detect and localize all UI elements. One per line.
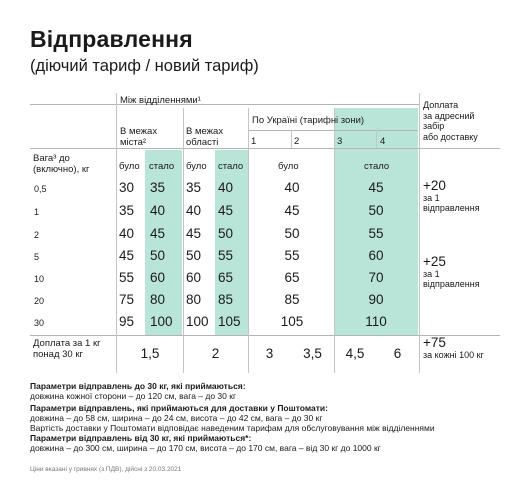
surcharge-zone-1: 3	[265, 346, 274, 361]
header-zone-4: 4	[380, 136, 386, 147]
header-extra-line4: або доставку	[423, 131, 478, 142]
weight-3: 5	[34, 252, 40, 262]
new-tariff-column-city	[145, 150, 182, 335]
weight-6: 30	[34, 318, 45, 328]
page-title: Відправлення	[30, 26, 193, 52]
price-ukraine-was-1: 45	[284, 203, 300, 218]
price-region-was-2: 45	[186, 226, 202, 241]
divider-zone-3-4	[376, 130, 377, 148]
price-note: Ціни вказані у гривнях (з ПДВ), дійсні з 20.03.2021	[30, 466, 182, 473]
price-ukraine-now-5: 90	[368, 292, 384, 307]
price-ukraine-was-5: 85	[284, 292, 300, 307]
price-ukraine-was-0: 40	[284, 180, 300, 195]
header-bottom-divider	[30, 148, 500, 149]
header-weight-line2: (включно), кг	[33, 164, 90, 175]
surcharge-region: 2	[211, 346, 220, 361]
price-city-now-2: 45	[150, 226, 166, 241]
divider-zone-1-2	[291, 130, 292, 148]
surcharge-extra-amount: +75	[423, 335, 446, 350]
price-region-now-2: 50	[218, 226, 234, 241]
price-ukraine-was-3: 55	[284, 248, 300, 263]
footer-text-over-30kg: довжина – до 300 см, ширина – до 170 см, висота – до 170 см, вага – від 30 кг до 1000 кг	[30, 443, 381, 453]
weight-0: 0,5	[34, 184, 47, 194]
label-was-region: було	[186, 161, 207, 172]
price-city-was-0: 30	[119, 180, 135, 195]
price-city-was-3: 45	[119, 248, 135, 263]
header-region-line2: області	[186, 137, 219, 148]
weight-5: 20	[34, 296, 45, 306]
extra-2-amount: +25	[423, 254, 446, 269]
price-region-now-3: 55	[218, 248, 234, 263]
page-subtitle: (діючий тариф / новий тариф)	[30, 57, 259, 75]
ukraine-header-divider	[248, 130, 418, 131]
label-now-ukraine: стало	[364, 161, 390, 172]
label-was-ukraine: було	[278, 161, 299, 172]
surcharge-label-line2: понад 30 кг	[33, 349, 83, 360]
price-ukraine-now-6: 110	[365, 314, 387, 329]
price-ukraine-was-4: 65	[284, 270, 300, 285]
header-region-line1: В межах	[186, 126, 224, 137]
header-extra-line2: за адресний	[423, 110, 475, 121]
price-city-was-6: 95	[119, 314, 135, 329]
price-city-was-2: 40	[119, 226, 135, 241]
label-now-city: стало	[149, 161, 175, 172]
price-region-now-0: 40	[218, 180, 234, 195]
surcharge-city: 1,5	[140, 346, 160, 361]
price-city-now-5: 80	[150, 292, 166, 307]
price-ukraine-was-6: 105	[280, 314, 304, 329]
price-region-was-4: 60	[186, 270, 202, 285]
price-ukraine-now-1: 50	[368, 203, 384, 218]
label-now-region: стало	[218, 161, 244, 172]
price-ukraine-now-0: 45	[368, 180, 384, 195]
header-extra-line3: забір	[423, 121, 445, 131]
price-region-now-6: 105	[218, 314, 241, 329]
divider-extra	[419, 93, 420, 373]
surcharge-zone-2: 3,5	[303, 346, 322, 361]
price-region-now-5: 85	[218, 292, 234, 307]
header-zone-2: 2	[294, 136, 300, 147]
header-city-line1: В межах	[120, 126, 158, 137]
price-city-was-5: 75	[119, 292, 135, 307]
price-city-was-4: 55	[119, 270, 135, 285]
footer-text-30kg: довжина кожної сторони – до 120 см, вага – до 30 кг	[30, 391, 237, 401]
header-divider	[30, 104, 420, 105]
divider-region-ukraine	[248, 108, 249, 373]
weight-1: 1	[34, 207, 40, 217]
header-extra-line1: Доплата	[423, 100, 459, 110]
price-region-now-4: 65	[218, 270, 234, 285]
price-city-now-0: 35	[150, 180, 166, 195]
price-region-was-5: 80	[186, 292, 202, 307]
header-weight-line1: Вага³ до	[33, 153, 70, 164]
extra-1-line1: за 1	[423, 193, 440, 203]
weight-2: 2	[34, 230, 40, 240]
price-ukraine-now-3: 60	[368, 248, 384, 263]
footer-text-postomat: довжина – до 58 см, ширина – до 24 см, висота – до 42 см, вага – до 30 кг	[30, 413, 323, 423]
weight-4: 10	[34, 274, 45, 284]
price-city-now-4: 60	[150, 270, 166, 285]
header-city-line2: міста²	[120, 137, 147, 148]
extra-2-line2: відправлення	[423, 279, 480, 289]
price-region-was-0: 35	[186, 180, 202, 195]
price-ukraine-now-2: 55	[368, 226, 384, 241]
price-region-was-6: 100	[186, 314, 209, 329]
new-tariff-column-region	[215, 150, 249, 335]
footer-heading-over-30kg: Параметри відправлень від 30 кг, які приймаються*:	[30, 433, 252, 443]
price-city-now-6: 100	[150, 314, 173, 329]
extra-1-amount: +20	[423, 178, 446, 193]
label-was-city: було	[119, 161, 140, 172]
header-zone-3: 3	[337, 136, 343, 147]
price-city-was-1: 35	[119, 203, 135, 218]
surcharge-zone-4: 6	[393, 346, 402, 361]
price-region-now-1: 45	[218, 203, 234, 218]
price-city-now-1: 40	[150, 203, 166, 218]
surcharge-label-line1: Доплата за 1 кг	[33, 338, 101, 349]
extra-2-line1: за 1	[423, 269, 440, 279]
price-city-now-3: 50	[150, 248, 166, 263]
extra-1-line2: відправлення	[423, 203, 480, 213]
divider-city-region	[183, 108, 184, 373]
surcharge-zone-3: 4,5	[345, 346, 365, 361]
header-ukraine-zones: По Україні (тарифні зони)	[252, 115, 365, 126]
footer-text-postomat-price: Вартість доставки у Поштомати відповідає наведеним тарифам для обслуговування між відділеннями	[30, 423, 435, 433]
footer-heading-30kg: Параметри відправлень до 30 кг, які приймаються:	[30, 381, 246, 391]
header-zone-1: 1	[251, 136, 257, 147]
price-ukraine-was-2: 50	[284, 226, 300, 241]
header-between-branches: Між відділеннями¹	[120, 95, 201, 106]
price-region-was-1: 40	[186, 203, 202, 218]
surcharge-extra-text: за кожні 100 кг	[423, 350, 484, 360]
price-region-was-3: 50	[186, 248, 202, 263]
footer-heading-postomat: Параметри відправлень, які приймаються для доставки у Поштомати:	[30, 403, 328, 413]
price-ukraine-now-4: 70	[368, 270, 384, 285]
divider-weight	[116, 93, 117, 373]
